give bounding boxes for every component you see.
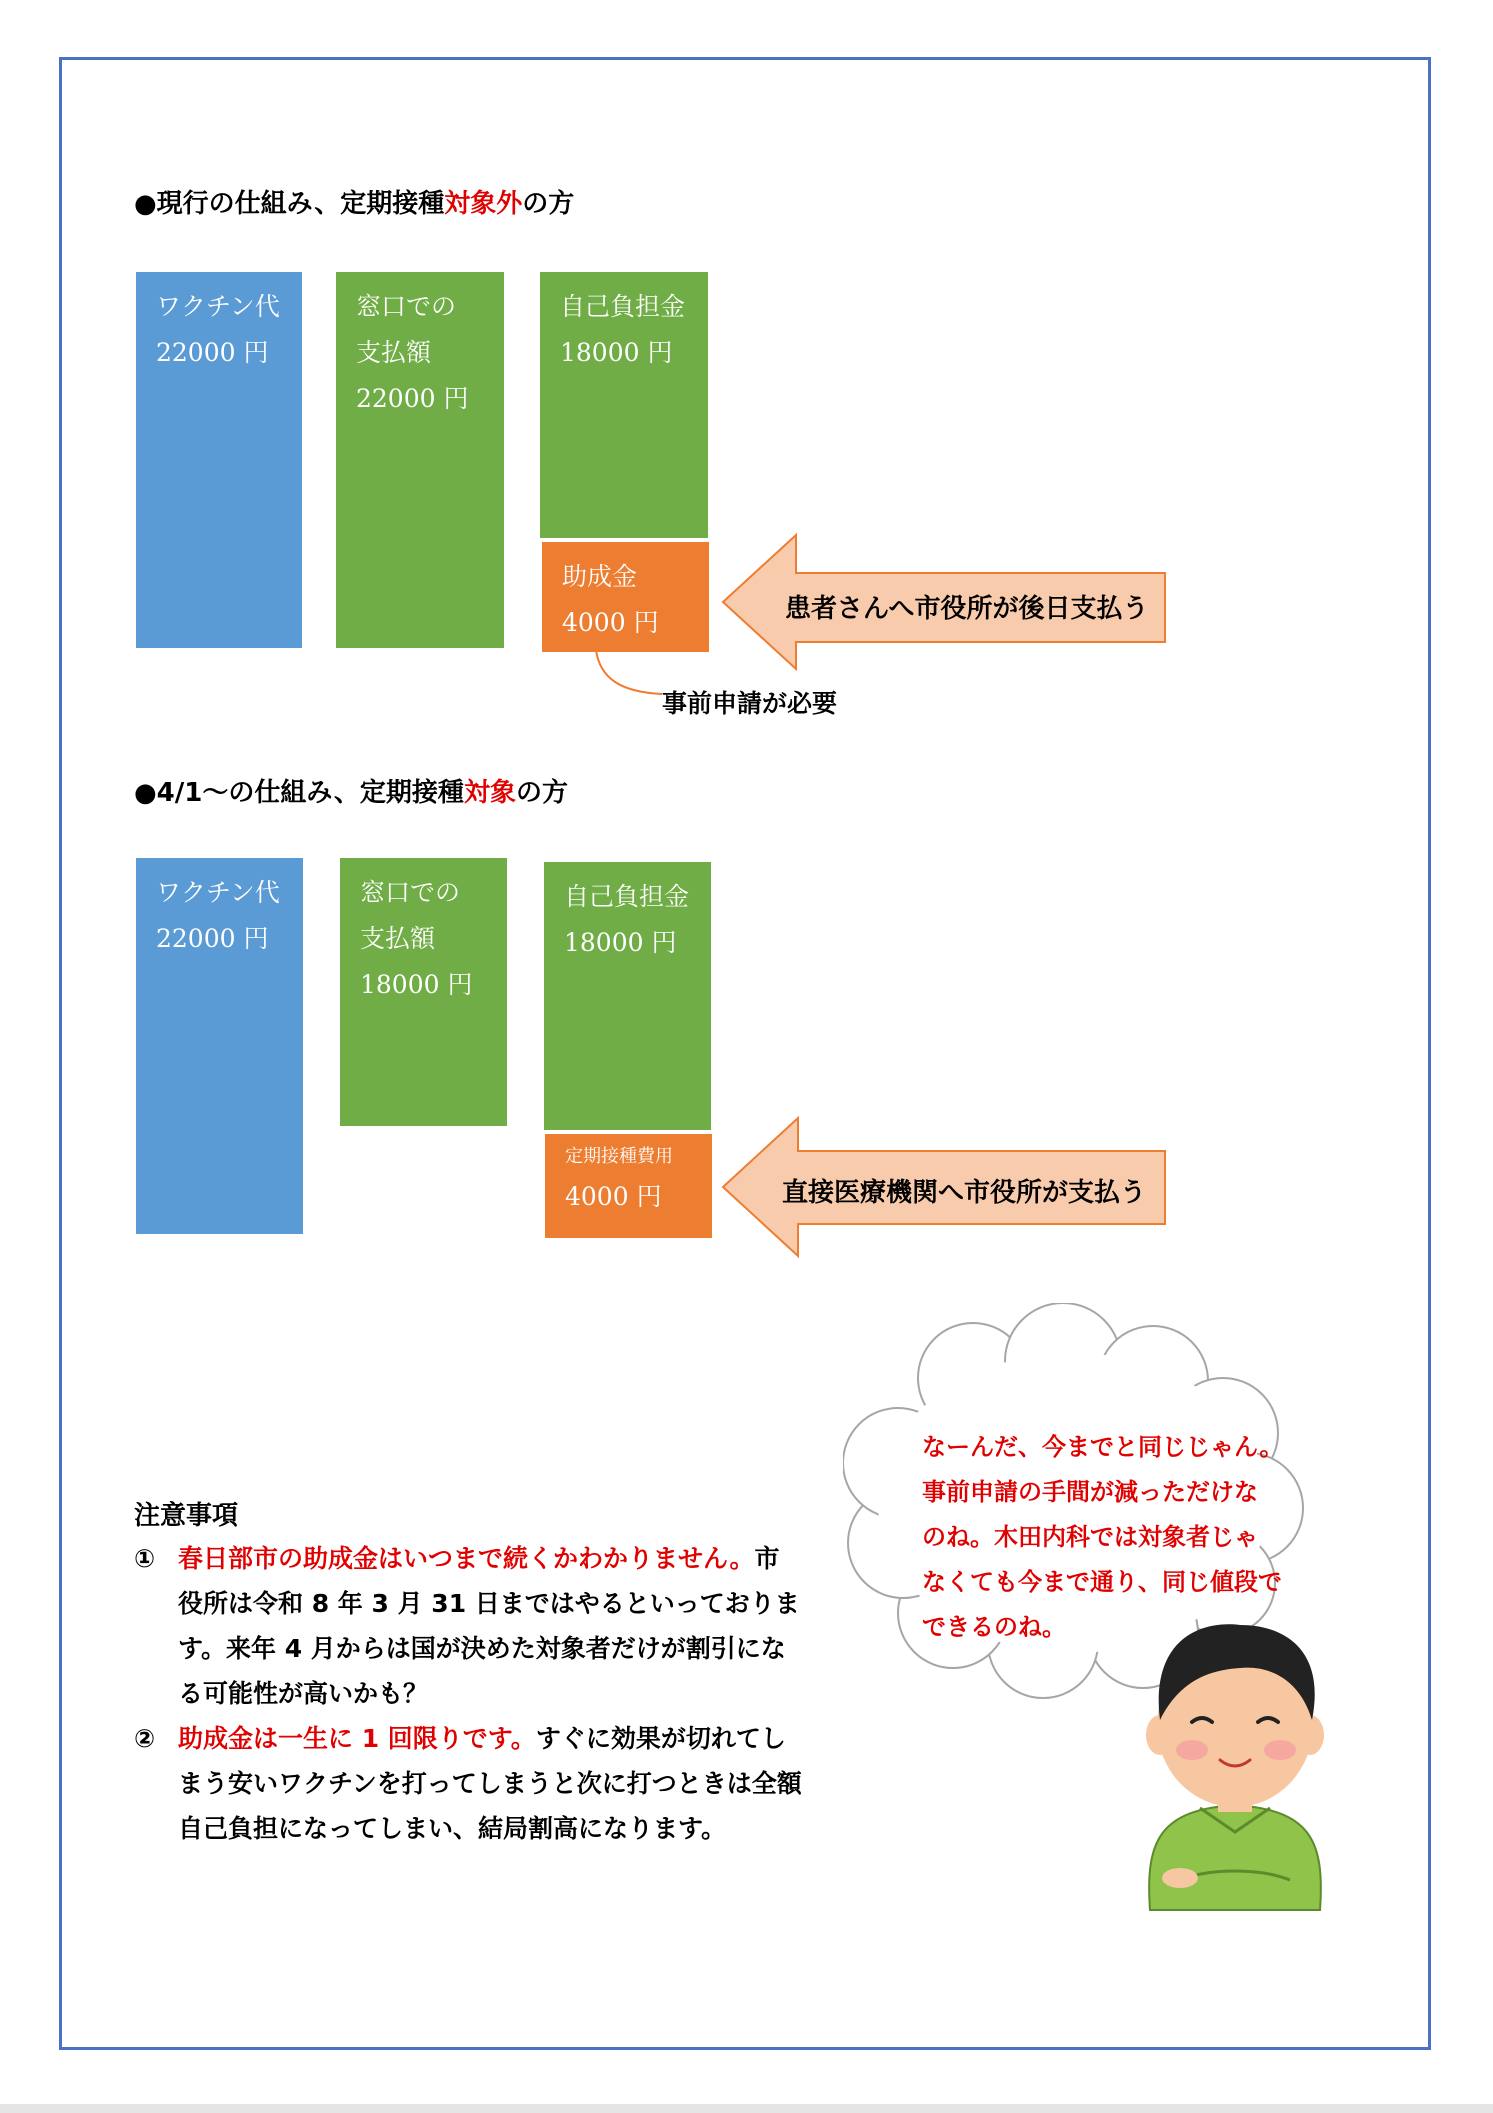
subsidy-box: 助成金 4000 円 <box>542 542 709 652</box>
note-number: ② <box>134 1724 156 1753</box>
person-illustration-icon <box>1120 1600 1350 1920</box>
bottom-bar <box>0 2104 1493 2113</box>
note-item-1: ① 春日部市の助成金はいつまで続くかわかりません。市役所は令和 8 年 3 月 31 日まではやるといっております。来年 4 月からは国が決めた対象者だけが割引になる可能性が高いかも？ <box>134 1536 804 1716</box>
section2-heading: ●4/1～の仕組み、定期接種対象の方 <box>134 778 568 808</box>
notes-title: 注意事項 <box>134 1501 239 1531</box>
section1-heading: ●現行の仕組み、定期接種対象外の方 <box>134 189 575 219</box>
routine-vaccination-cost-box: 定期接種費用 4000 円 <box>545 1134 712 1238</box>
note-number: ① <box>134 1544 156 1573</box>
speech-text: なーんだ、今までと同じじゃん。 事前申請の手間が減っただけな のね。木田内科では対象者じゃ なくても今まで通り、同じ値段で できるのね。 <box>922 1433 1284 1641</box>
callout-label: 事前申請が必要 <box>662 689 838 718</box>
note-item-2: ② 助成金は一生に 1 回限りです。すぐに効果が切れてしまう安いワクチンを打ってしまうと次に打つときは全額自己負担になってしまい、結局割高になります。 <box>134 1716 804 1851</box>
callout-connector <box>590 648 670 700</box>
self-pay-box: 自己負担金 18000 円 <box>540 272 708 538</box>
self-pay-box-2: 自己負担金 18000 円 <box>544 862 711 1130</box>
counter-payment-box-2: 窓口での 支払額 18000 円 <box>340 858 507 1126</box>
arrow-label: 患者さんへ市役所が後日支払う <box>785 594 1149 624</box>
vaccine-cost-box: ワクチン代 22000 円 <box>136 272 302 648</box>
vaccine-cost-box-2: ワクチン代 22000 円 <box>136 858 303 1234</box>
arrow-label-2: 直接医療機関へ市役所が支払う <box>782 1178 1147 1208</box>
counter-payment-box: 窓口での 支払額 22000 円 <box>336 272 504 648</box>
